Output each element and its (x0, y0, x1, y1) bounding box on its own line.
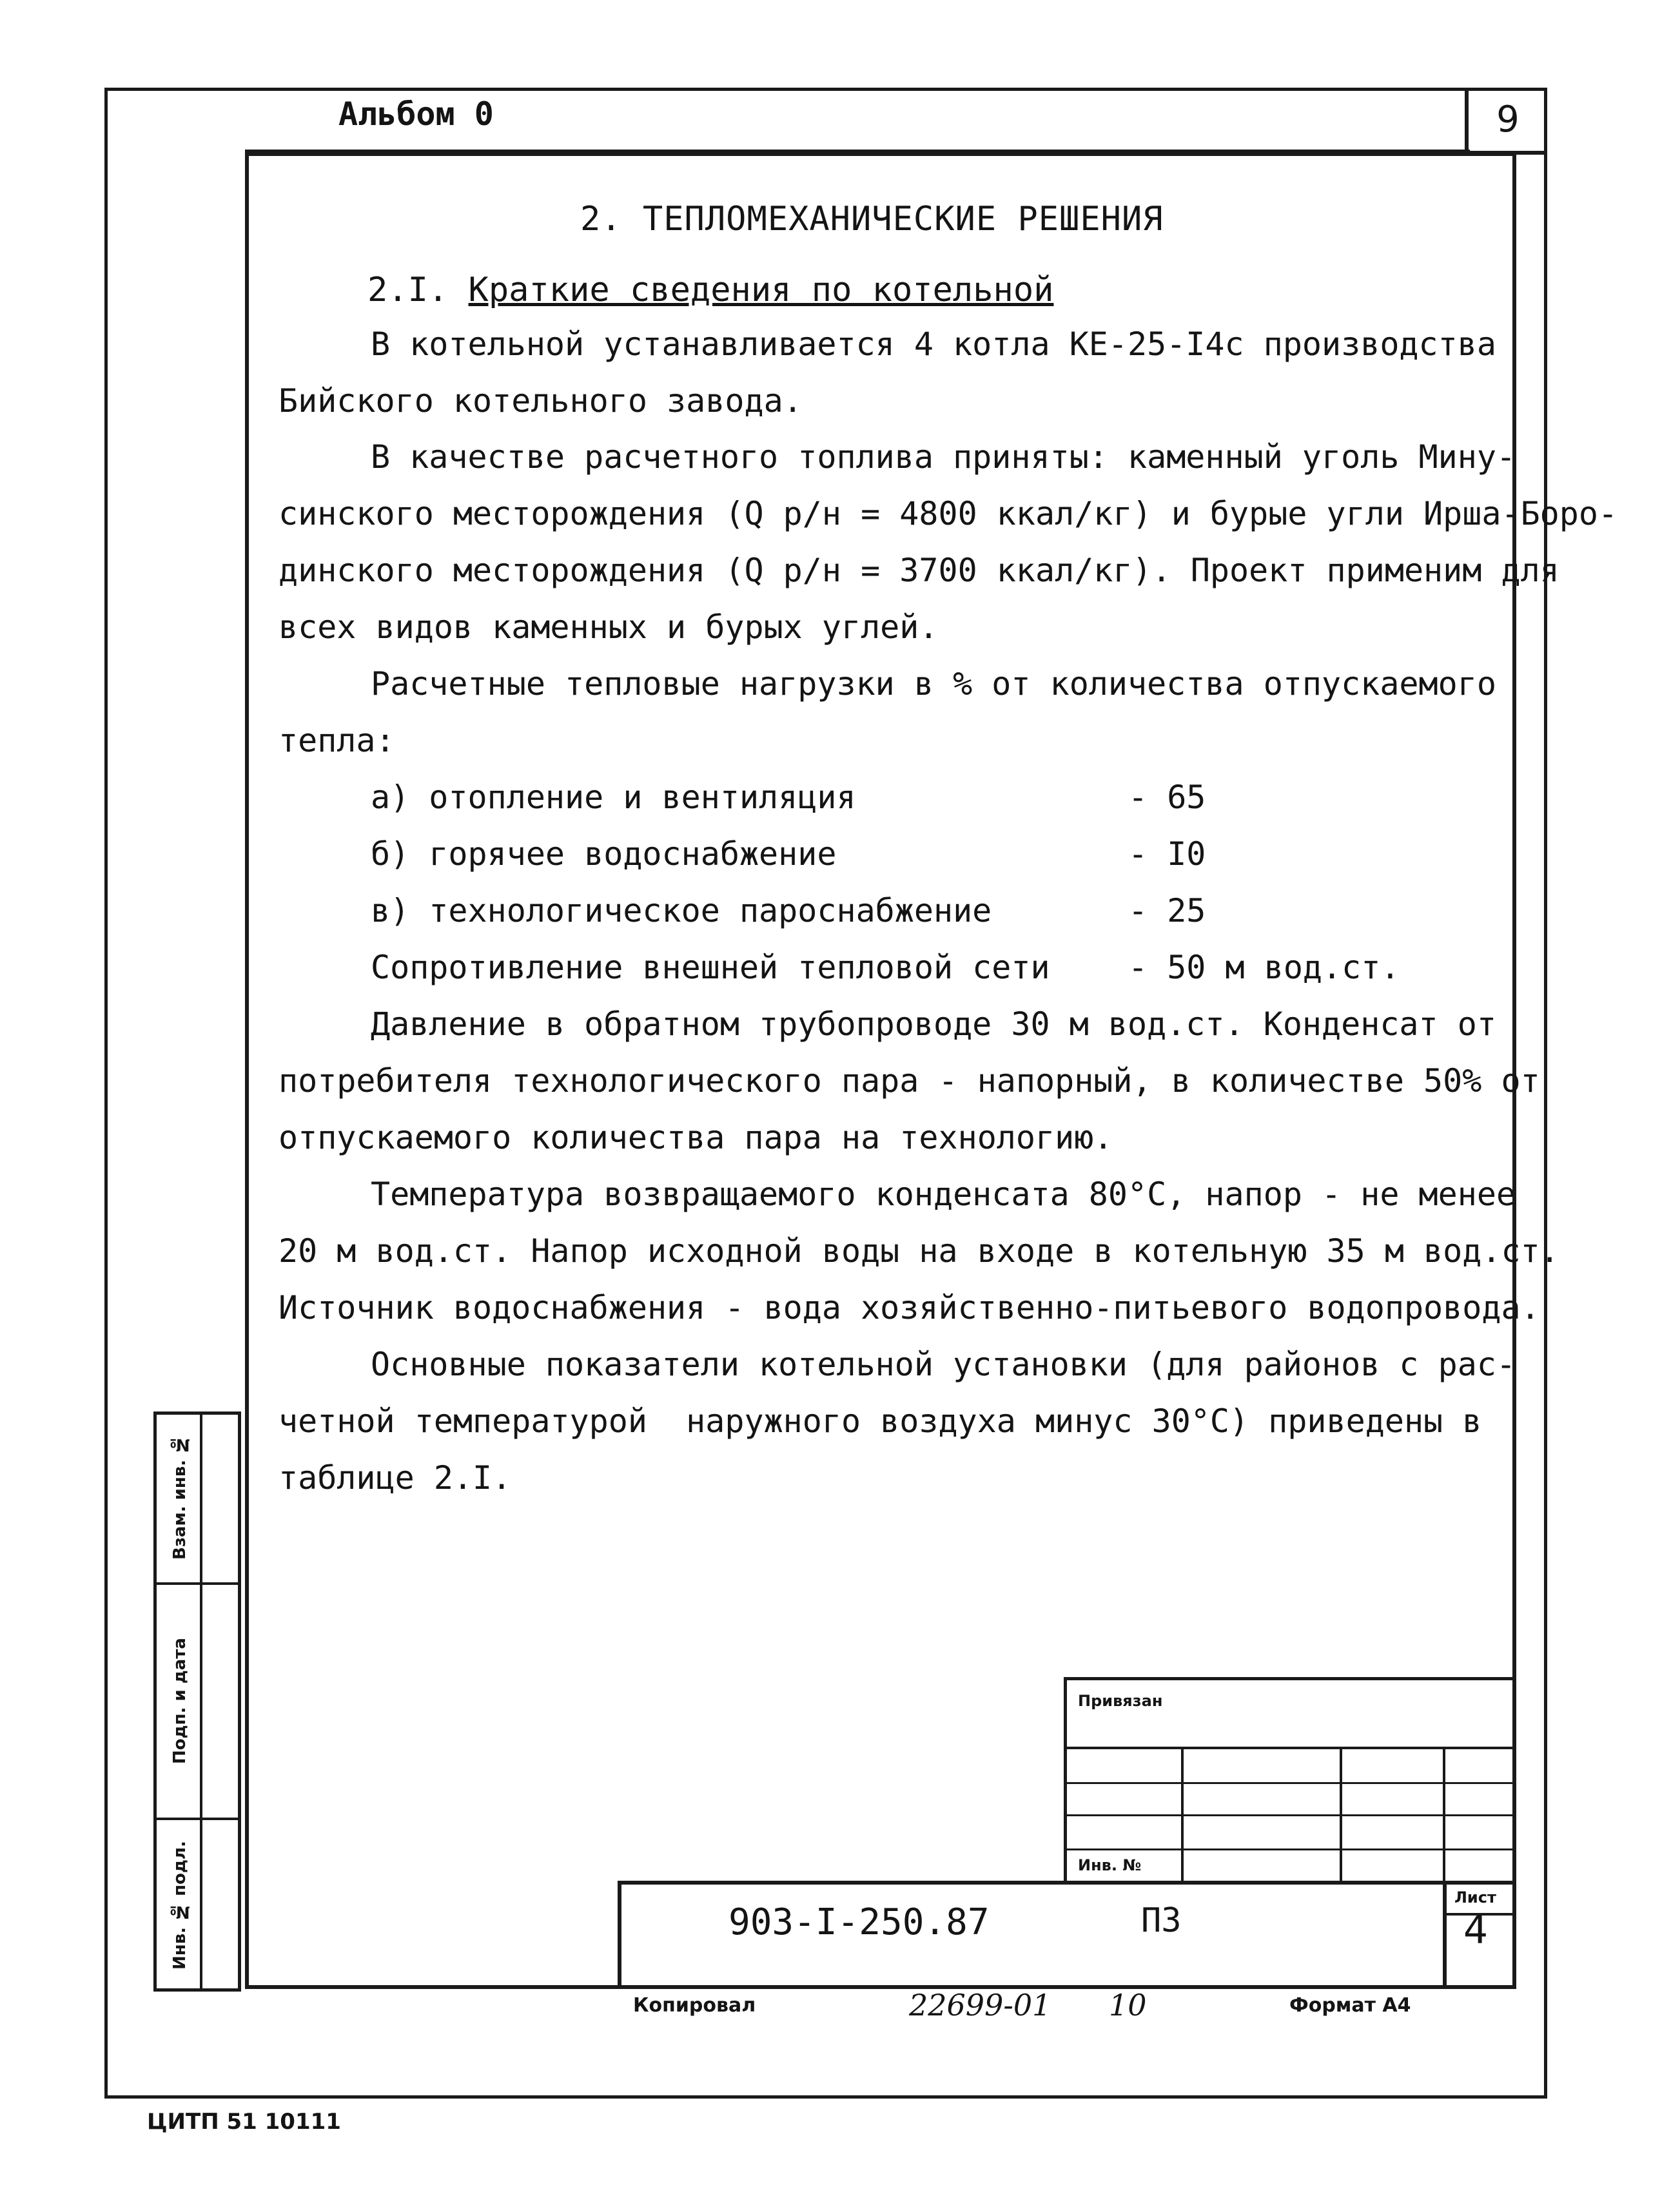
tb-rule (1064, 1814, 1516, 1816)
p6-line2: четной температурой наружного воздуха минус 30°С) приведены в (278, 1402, 1482, 1440)
list-label: Лист (1454, 1888, 1496, 1906)
tb-rule (1443, 1881, 1447, 1989)
tb-rule (1181, 1747, 1184, 1882)
p6-line1: Основные показатели котельной установки (для районов с рас- (371, 1346, 1516, 1383)
side-label-vzam: Взам. инв. № (170, 1434, 190, 1560)
citp-label: ЦИТП 51 10111 (147, 2109, 341, 2135)
load-value: - I0 (1128, 835, 1206, 873)
tb-rule (1443, 1747, 1445, 1882)
inv-no-label: Инв. № (1078, 1856, 1142, 1874)
privyazan-label: Привязан (1078, 1692, 1163, 1710)
p1-line1: В котельной устанавливается 4 котла КЕ-25-I4с производства (371, 325, 1496, 363)
load-row (371, 835, 1206, 873)
p1-line2: Бийского котельного завода. (278, 382, 803, 420)
tb-rule (1064, 1848, 1516, 1850)
load-value: - 65 (1128, 779, 1206, 816)
side-stamp-rule (153, 1582, 241, 1585)
side-label-podp: Подп. и дата (170, 1638, 190, 1765)
section-title: 2. ТЕПЛОМЕХАНИЧЕСКИЕ РЕШЕНИЯ (580, 200, 1164, 238)
side-stamp-divider (200, 1412, 202, 1992)
tb-rule (1064, 1677, 1067, 1883)
subsection-title (367, 271, 1053, 309)
document-type: ПЗ (1141, 1901, 1182, 1940)
p4-line1: Давление в обратном трубопроводе 30 м вод.ст. Конденсат от (371, 1005, 1496, 1043)
tb-rule (618, 1881, 621, 1989)
p6-line3: таблице 2.I. (278, 1459, 512, 1497)
p4-line3: отпускаемого количества пара на технологию. (278, 1119, 1113, 1156)
page-number: 9 (1465, 88, 1547, 155)
p2-line1: В качестве расчетного топлива приняты: каменный уголь Мину- (371, 438, 1516, 476)
load-label: а) отопление и вентиляция (371, 779, 856, 816)
format-label: Формат А4 (1289, 1994, 1411, 2017)
p4-line2: потребителя технологического пара - напорный, в количестве 50% от (278, 1062, 1540, 1100)
sheet-number: 4 (1463, 1908, 1489, 1953)
p2-line3: динского месторождения (Q р/н = 3700 ккал/кг). Проект применим для (278, 552, 1559, 589)
p2-line2: синского месторождения (Q р/н = 4800 ккал/кг) и бурые угли Ирша-Боро- (278, 495, 1618, 532)
side-label-inv: Инв. № подл. (170, 1841, 190, 1970)
load-row (371, 892, 1206, 929)
load-label: б) горячее водоснабжение (371, 835, 837, 873)
kopiroval-label: Копировал (633, 1994, 756, 2017)
document-code: 903-I-250.87 (728, 1901, 990, 1943)
p3-line2: тепла: (278, 722, 395, 759)
resistance-row (371, 949, 1400, 986)
side-stamp-rule (153, 1818, 241, 1820)
p2-line4: всех видов каменных и бурых углей. (278, 608, 939, 646)
tb-rule (1064, 1782, 1516, 1784)
album-label: Альбом 0 (338, 95, 494, 133)
resistance-value: - 50 м вод.ст. (1128, 949, 1400, 986)
p5-line1: Температура возвращаемого конденсата 80°С, напор - не менее (371, 1176, 1516, 1213)
p3-line1: Расчетные тепловые нагрузки в % от количества отпускаемого (371, 665, 1496, 703)
load-value: - 25 (1128, 892, 1206, 929)
subsection-name: Краткие сведения по котельной (468, 271, 1054, 309)
load-row (371, 779, 1206, 816)
tb-rule (1064, 1747, 1516, 1749)
resistance-label: Сопротивление внешней тепловой сети (371, 949, 1050, 986)
tb-rule (1064, 1677, 1516, 1680)
p5-line3: Источник водоснабжения - вода хозяйственно-питьевого водопровода. (278, 1289, 1540, 1326)
subsection-number: 2.I. (367, 271, 449, 309)
tb-rule (1340, 1747, 1342, 1882)
order-number: 22699-01 (909, 1988, 1051, 2023)
load-label: в) технологическое пароснабжение (371, 892, 992, 929)
tb-rule (618, 1881, 1516, 1885)
p5-line2: 20 м вод.ст. Напор исходной воды на входе в котельную 35 м вод.ст. (278, 1232, 1559, 1270)
copy-number: 10 (1109, 1988, 1147, 2023)
